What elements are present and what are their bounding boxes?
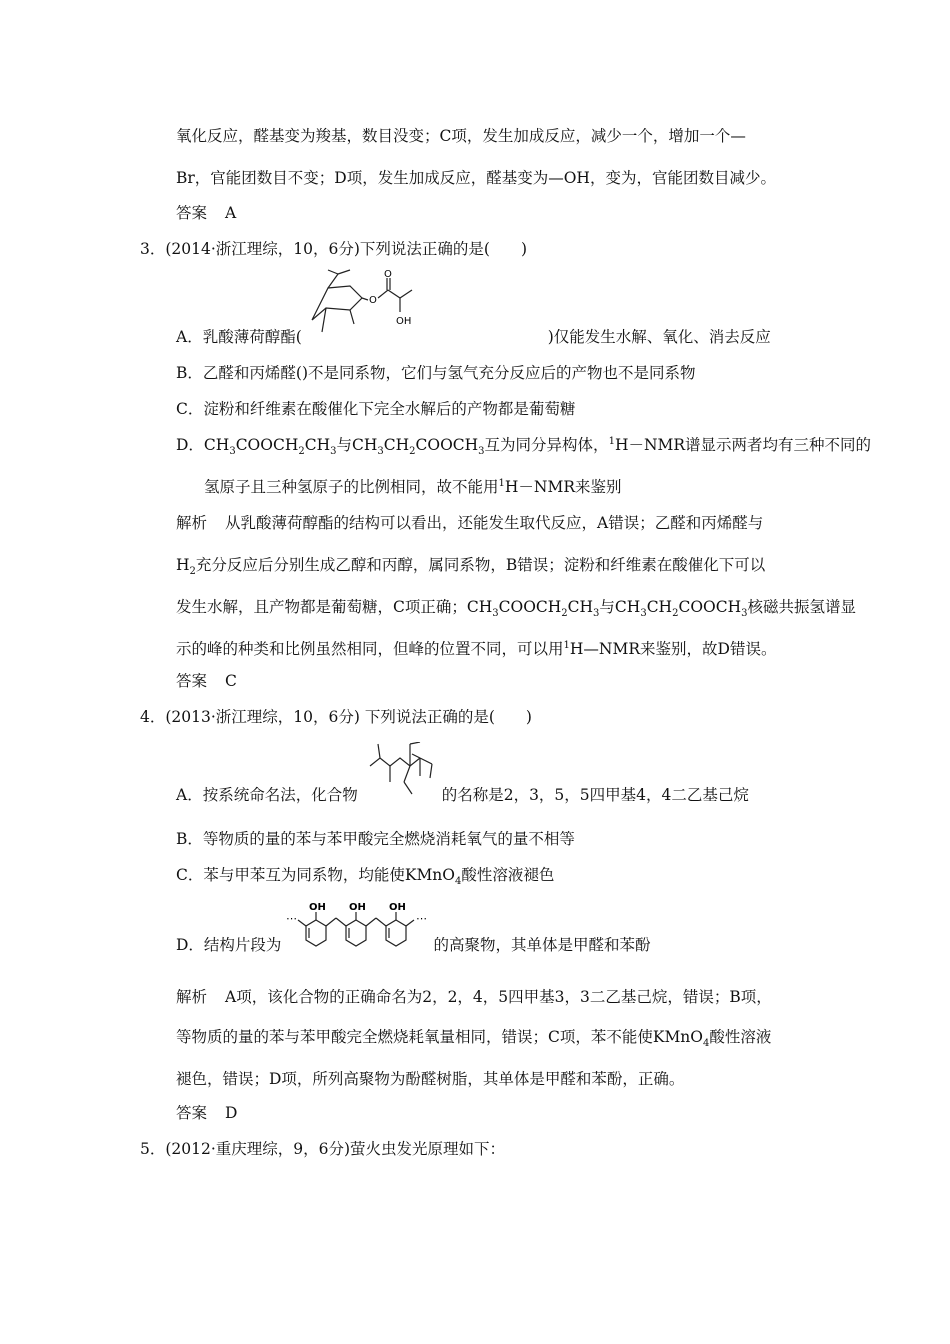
text: CH [567, 598, 594, 616]
carbonyl-oxygen-label: O [384, 269, 392, 280]
option-d-prefix: D．结构片段为 [176, 936, 282, 954]
answer-value: A [225, 204, 237, 222]
text: H－NMR谱显示两者均有三种不同的 [614, 436, 872, 454]
q5-stem: 5．(2012·重庆理综，9，6分)萤火虫发光原理如下： [140, 1140, 506, 1158]
sub: 3 [640, 608, 647, 620]
sub: 3 [478, 446, 485, 458]
sub: 2 [561, 608, 568, 620]
chain-continuation-left: ⋯ [286, 912, 297, 925]
text: COOCH [235, 436, 299, 454]
q4-explanation-line3: 褪色，错误；D项，所列高聚物为酚醛树脂，其单体是甲醛和苯酚，正确。 [176, 1070, 685, 1088]
text: 等物质的量的苯与苯甲酸完全燃烧耗氧量相同，错误；C项，苯不能使KMnO [176, 1028, 704, 1046]
sup: 1 [563, 639, 570, 651]
q4-option-c [176, 864, 554, 886]
answer-label: 答案 [176, 672, 208, 690]
text: 充分反应后分别生成乙醇和丙醇，属同系物，B错误；淀粉和纤维素在酸催化下可以 [195, 556, 766, 574]
text: 酸性溶液褪色 [461, 866, 555, 884]
sub: 3 [593, 608, 600, 620]
text: CH [383, 436, 410, 454]
sub: 2 [189, 566, 196, 578]
text: 核磁共振氢谱显 [747, 598, 856, 616]
text: D．CH [176, 436, 230, 454]
sub: 3 [492, 608, 499, 620]
q2-answer [176, 202, 236, 224]
sub: 3 [377, 446, 384, 458]
q3-stem: 3．(2014·浙江理综，10，6分)下列说法正确的是( ) [140, 240, 528, 258]
explanation-label: 解析 [176, 514, 208, 532]
answer-value: C [225, 672, 237, 690]
q4-explanation-line2 [176, 1026, 771, 1048]
hydroxyl-label-2: OH [349, 902, 366, 913]
sup: 1 [608, 435, 615, 447]
option-a-suffix: )仅能发生水解、氧化、消去反应 [547, 328, 771, 346]
ester-oxygen-label: O [369, 295, 377, 306]
q4-option-a [176, 784, 749, 806]
q3-explanation-line4 [176, 638, 776, 660]
q3-option-d-line1 [176, 434, 871, 456]
answer-value: D [225, 1104, 238, 1122]
hydroxyl-label: OH [396, 316, 412, 327]
q2-explanation-line2: Br，官能团数目不变；D项，发生加成反应，醛基变为—OH，变为，官能团数目减少。 [176, 169, 776, 187]
text: 酸性溶液 [709, 1028, 772, 1046]
text: H [176, 556, 190, 574]
q3-answer [176, 670, 237, 692]
text: H—NMR来鉴别，故D错误。 [569, 640, 777, 658]
hydroxyl-label-1: OH [309, 902, 326, 913]
text: CH [646, 598, 673, 616]
q3-option-c: C．淀粉和纤维素在酸催化下完全水解后的产物都是葡萄糖 [176, 400, 576, 418]
q3-option-d-line2 [204, 476, 622, 498]
chain-continuation-right: ⋯ [416, 912, 427, 925]
q4-answer [176, 1102, 237, 1124]
sub: 2 [672, 608, 679, 620]
q2-explanation-line1: 氧化反应，醛基变为羧基，数目没变；C项，发生加成反应，减少一个，增加一个— [176, 127, 746, 145]
text: 互为同分异构体， [484, 436, 609, 454]
sub: 2 [298, 446, 305, 458]
option-d-suffix: 的高聚物，其单体是甲醛和苯酚 [433, 936, 651, 954]
text: 氢原子且三种氢原子的比例相同，故不能用 [204, 478, 499, 496]
text: CH [304, 436, 331, 454]
q3-explanation-line1 [176, 512, 763, 534]
text: 与CH [599, 598, 641, 616]
text: 与CH [336, 436, 378, 454]
text: C．苯与甲苯互为同系物，均能使KMnO [176, 866, 456, 884]
sub: 3 [741, 608, 748, 620]
answer-label: 答案 [176, 1104, 208, 1122]
text: A项，该化合物的正确命名为2，2，4，5四甲基3，3二乙基己烷，错误；B项， [225, 988, 772, 1006]
text: COOCH [678, 598, 742, 616]
text: 发生水解，且产物都是葡萄糖，C项正确；CH [176, 598, 493, 616]
q4-option-b: B．等物质的量的苯与苯甲酸完全燃烧消耗氧气的量不相等 [176, 830, 575, 848]
option-a-prefix: A．乳酸薄荷醇酯( [176, 328, 302, 346]
q3-explanation-line2 [176, 554, 765, 576]
text: 从乳酸薄荷醇酯的结构可以看出，还能发生取代反应，A错误；乙醛和丙烯醛与 [225, 514, 764, 532]
text: COOCH [498, 598, 562, 616]
q3-explanation-line3 [176, 596, 856, 618]
q4-option-d [176, 934, 650, 956]
q3-option-a [176, 326, 771, 348]
sub: 2 [409, 446, 416, 458]
text: 示的峰的种类和比例虽然相同，但峰的位置不同，可以用 [176, 640, 564, 658]
q3-option-b: B．乙醛和丙烯醛()不是同系物，它们与氢气充分反应后的产物也不是同系物 [176, 364, 696, 382]
sub: 3 [330, 446, 337, 458]
option-a-prefix: A．按系统命名法，化合物 [176, 786, 358, 804]
sub: 3 [229, 446, 236, 458]
hydroxyl-label-3: OH [389, 902, 406, 913]
text: H－NMR来鉴别 [504, 478, 622, 496]
option-a-suffix: 的名称是2，3，5，5四甲基4，4二乙基己烷 [441, 786, 749, 804]
answer-label: 答案 [176, 204, 208, 222]
sub: 4 [703, 1038, 710, 1050]
sub: 4 [455, 876, 462, 888]
explanation-label: 解析 [176, 988, 208, 1006]
q4-stem: 4．(2013·浙江理综，10，6分) 下列说法正确的是( ) [140, 708, 532, 726]
q4-explanation-line1 [176, 986, 772, 1008]
sup: 1 [498, 477, 505, 489]
text: COOCH [415, 436, 479, 454]
